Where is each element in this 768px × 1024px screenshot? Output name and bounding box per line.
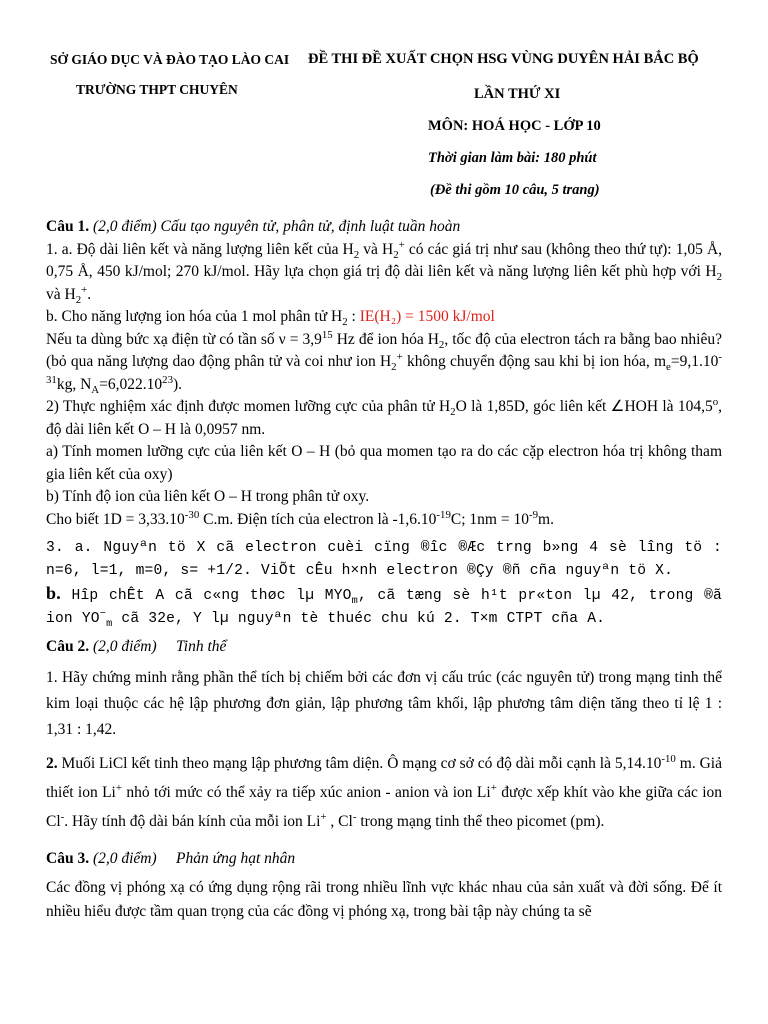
question-1-part-3b: b. Hîp chÊt A cã c«ng thøc lµ $MYO_m$, cã tæng sè h¹t pr«ton lµ 42, trong ®ã ion $YO^-_m$ cã 32e, Y lµ nguyªn tè thuéc chu kú 2. T×m CTPT cña A.	[46, 583, 722, 630]
exam-title: ĐỀ THI ĐỀ XUẤT CHỌN HSG VÙNG DUYÊN HẢI BẮC BỘ	[308, 51, 699, 67]
exam-round: LẦN THỨ XI	[474, 86, 561, 102]
question-topic: Cấu tạo nguyên tử, phân tử, định luật tuần hoàn	[160, 218, 461, 235]
exam-time: Thời gian làm bài: 180 phút	[428, 150, 597, 166]
question-1-part-1c: Nếu ta dùng bức xạ điện từ có tần số $\nu = 3,9^{15}$ Hz để ion hóa $H_2$, tốc độ của electron tách ra bằng bao nhiêu? (bỏ qua năng lượng dao động phân tử và coi như ion $H_2^+$ không chuyển động sau khi bị ion hóa, $m_e=9,1.10^{-31}kg$, $N_A=6,022.10^{23}$).	[46, 328, 722, 396]
question-topic: Phản ứng hạt nhân	[176, 849, 296, 867]
question-label: Câu 3	[46, 849, 86, 867]
question-2-part-1: 1. Hãy chứng minh rằng phần thể tích bị chiếm bởi các đơn vị cấu trúc (các nguyên tử) trong mạng tinh thể kim loại thuộc các hệ lập phương đơn giản, lập phương tâm khối, lập phương tâm diện tăng theo tỉ lệ 1 : 1,31 : 1,42.	[46, 668, 722, 738]
question-1-part-2: 2) Thực nghiệm xác định được momen lưỡng cực của phân tử $H_2O$ là 1,85D, góc liên kết ∠HOH là 104,5$^o$, độ dài liên kết O – H là 0,0957 nm.	[46, 395, 722, 438]
question-1-part-1b: b. Cho năng lượng ion hóa của 1 mol phân tử $H_2$ : IE(H₂) = 1500 kJ/mol	[46, 308, 495, 329]
ionization-energy-value: IE(H₂) = 1500 kJ/mol	[359, 308, 495, 325]
question-label: Câu 2	[46, 638, 86, 655]
question-2-part-2: 2. Muối LiCl kết tinh theo mạng lập phương tâm diện. Ô mạng cơ sở có độ dài mỗi cạnh là $5,14.10^{-10}$ m. Giả thiết ion Li+ nhỏ tới mức có thể xảy ra tiếp xúc anion - anion và ion Li+ được xếp khít vào khe giữa các ion Cl-. Hãy tính độ dài bán kính của mỗi ion Li+ , Cl- trong mạng tinh thể theo picomet (pm).	[46, 752, 722, 830]
question-1-part-1a: 1. a. Độ dài liên kết và năng lượng liên kết của $H_2$ và $H_2^+$ có các giá trị như sau (không theo thứ tự): 1,05 Å, 0,75 Å, 450 kJ/mol; 270 kJ/mol. Hãy lựa chọn giá trị độ dài liên kết và năng lượng liên kết phù hợp với $H_2$ và $H_2^+$.	[46, 238, 723, 306]
question-1-constants: Cho biết $1D = 3,33.10^{-30}$ C.m. Điện tích của electron là $-1,6.10^{-19}C$; $1nm = 10^{-9}m$.	[46, 508, 554, 528]
exam-subject: MÔN: HOÁ HỌC - LỚP 10	[428, 118, 601, 134]
exam-content	[46, 216, 722, 924]
question-1-heading: Câu 1. (2,0 điểm) Cấu tạo nguyên tử, phân tử, định luật tuần hoàn	[46, 218, 461, 235]
question-3-intro: Các đồng vị phóng xạ có ứng dụng rộng rãi trong nhiều lĩnh vực khác nhau của sản xuất và đời sống. Để ít nhiều hiểu được tầm quan trọng của các đồng vị phóng xạ, trong bài tập này chúng ta sẽ	[46, 879, 722, 920]
question-2-heading: Câu 2. (2,0 điểm) Tinh thể	[46, 638, 227, 655]
question-3-heading: Câu 3. (2,0 điểm) Phản ứng hạt nhân	[46, 849, 296, 867]
school-name: TRƯỜNG THPT CHUYÊN	[76, 82, 238, 97]
department-name: SỞ GIÁO DỤC VÀ ĐÀO TẠO LÀO CAI	[50, 52, 290, 67]
question-topic: Tinh thể	[176, 638, 227, 655]
question-1-part-3a: 3. a. Nguyªn tö X cã electron cuèi cïng ®îc ®Æc trng b»ng 4 sè lîng tö : n=6, l=1, m=0, s= +1/2. ViÕt cÊu h×nh electron ®Çy ®ñ cña nguyªn tö X.	[46, 540, 722, 579]
exam-pages: (Đề thi gồm 10 câu, 5 trang)	[430, 182, 600, 198]
question-1-part-2b: b) Tính độ ion của liên kết O – H trong phân tử oxy.	[46, 488, 370, 505]
question-label: Câu 1	[46, 218, 86, 235]
question-1-part-2a: a) Tính momen lưỡng cực của liên kết O – H (bỏ qua momen tạo ra do các cặp electron hóa trị không tham gia liên kết của oxy)	[46, 443, 722, 483]
